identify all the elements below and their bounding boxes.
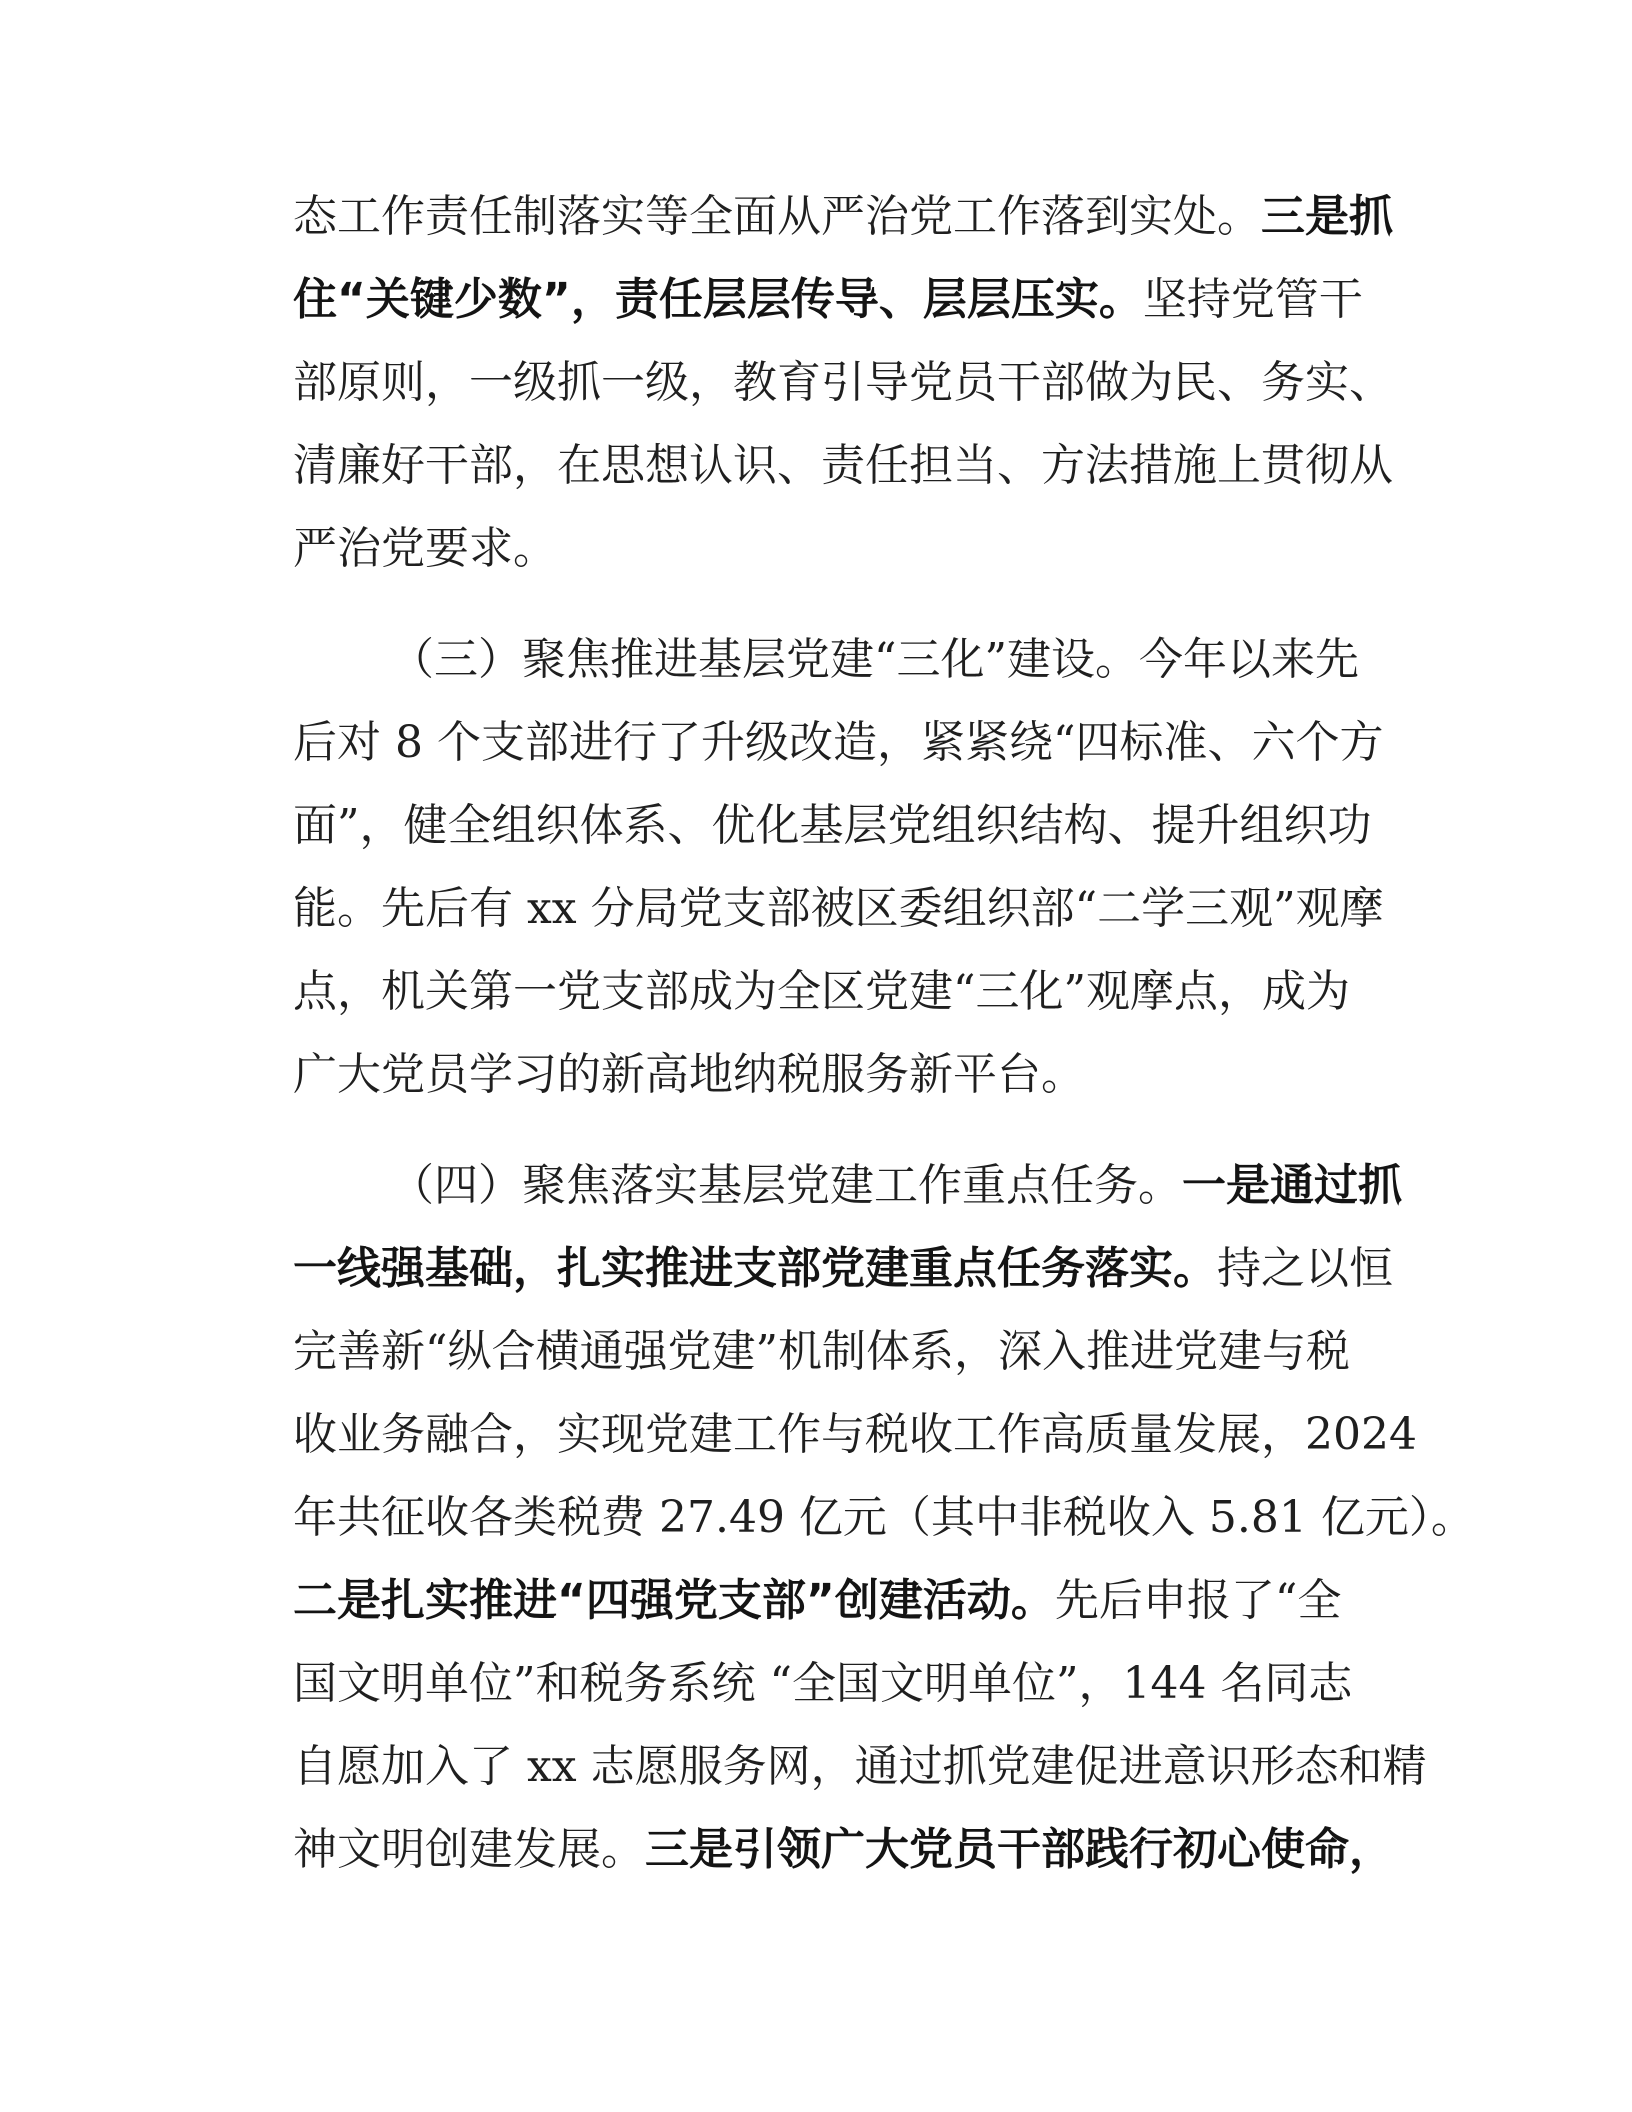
paragraph-line: 部原则，一级抓一级，教育引导党员干部做为民、务实、 (293, 357, 1393, 408)
paragraph-line: 态工作责任制落实等全面从严治党工作落到实处。三是抓 (293, 191, 1393, 242)
paragraph-line: 自愿加入了 xx 志愿服务网，通过抓党建促进意识形态和精 (293, 1741, 1427, 1792)
paragraph-line: 完善新“纵合横通强党建”机制体系，深入推进党建与税 (293, 1326, 1350, 1377)
section-heading-four: （四）聚焦落实基层党建工作重点任务。一是通过抓 (390, 1160, 1402, 1211)
paragraph-line: 点，机关第一党支部成为全区党建“三化”观摩点，成为 (293, 966, 1350, 1017)
paragraph-line: 收业务融合，实现党建工作与税收工作高质量发展，2024 (293, 1409, 1417, 1460)
paragraph-line: 国文明单位”和税务系统 “全国文明单位”，144 名同志 (293, 1658, 1353, 1709)
paragraph-line: 严治党要求。 (293, 523, 557, 574)
paragraph-line: 年共征收各类税费 27.49 亿元（其中非税收入 5.81 亿元）。 (293, 1492, 1475, 1543)
paragraph-line: 住“关键少数”，责任层层传导、层层压实。坚持党管干 (293, 274, 1363, 325)
paragraph-line: 后对 8 个支部进行了升级改造，紧紧绕“四标准、六个方 (293, 717, 1384, 768)
paragraph-line: 清廉好干部，在思想认识、责任担当、方法措施上贯彻从 (293, 440, 1393, 491)
paragraph-line: 神文明创建发展。三是引领广大党员干部践行初心使命， (293, 1824, 1393, 1875)
section-heading-three: （三）聚焦推进基层党建“三化”建设。今年以来先 (390, 634, 1359, 685)
paragraph-line: 广大党员学习的新高地纳税服务新平台。 (293, 1049, 1085, 1100)
paragraph-line: 面”，健全组织体系、优化基层党组织结构、提升组织功 (293, 800, 1372, 851)
paragraph-line: 二是扎实推进“四强党支部”创建活动。先后申报了“全 (293, 1575, 1342, 1626)
paragraph-line: 能。先后有 xx 分局党支部被区委组织部“二学三观”观摩 (293, 883, 1384, 934)
paragraph-line: 一线强基础，扎实推进支部党建重点任务落实。持之以恒 (293, 1243, 1393, 1294)
